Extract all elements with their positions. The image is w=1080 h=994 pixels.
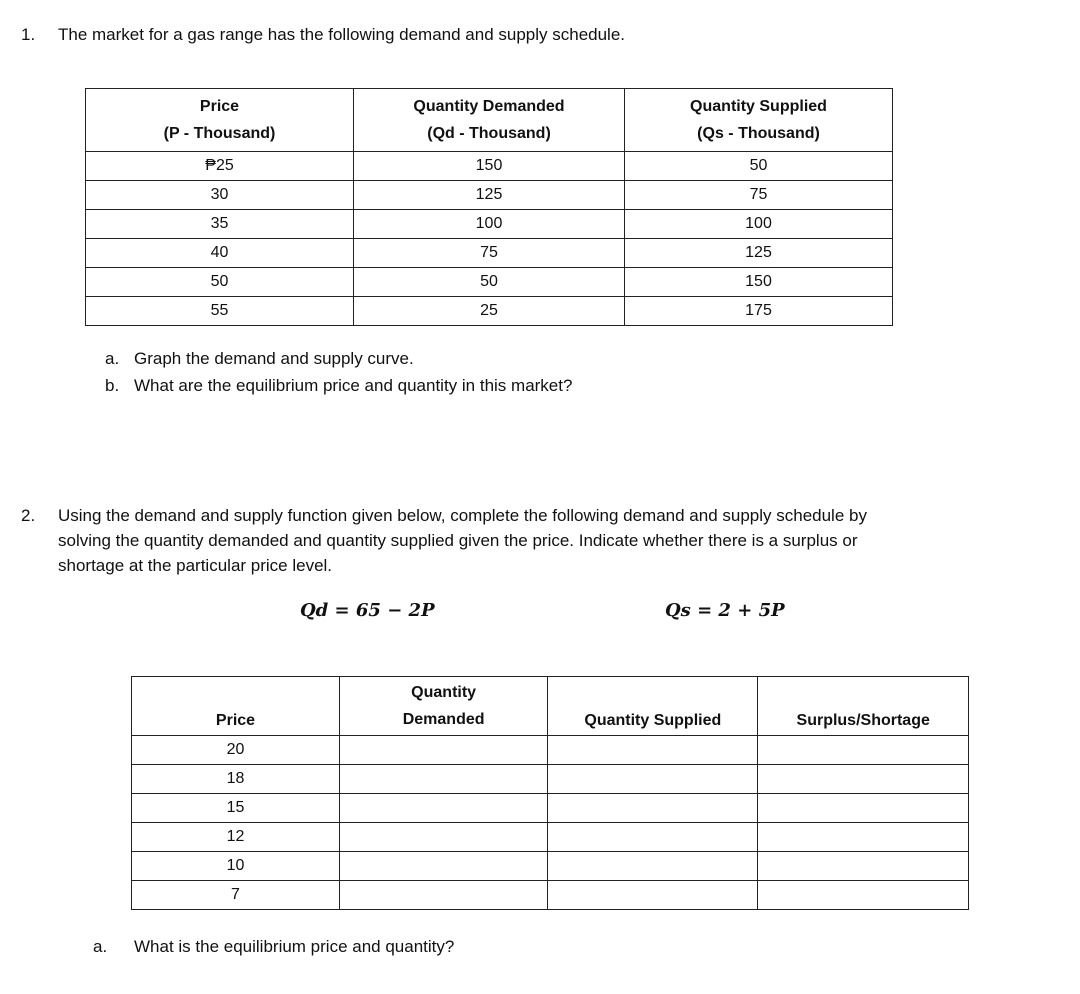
quantity-demanded-cell: 100 xyxy=(354,210,625,239)
price-cell: 30 xyxy=(86,181,354,210)
item-marker: a. xyxy=(105,349,120,368)
table-row xyxy=(132,881,969,910)
quantity-supplied-blank xyxy=(548,736,758,765)
quantity-supplied-blank xyxy=(548,881,758,910)
quantity-demanded-blank xyxy=(340,736,548,765)
header-quantity-demanded: Quantity Demanded xyxy=(340,677,548,736)
surplus-shortage-blank xyxy=(758,765,969,794)
demand-supply-schedule-table xyxy=(85,88,893,326)
item-marker: a. xyxy=(93,937,108,956)
quantity-demanded-blank xyxy=(340,794,548,823)
quantity-supplied-cell: 175 xyxy=(625,297,893,326)
header-price xyxy=(86,89,354,152)
quantity-supplied-blank xyxy=(548,852,758,881)
quantity-demanded-cell: 50 xyxy=(354,268,625,297)
header-qd-line2-text: (Qd - Thousand) xyxy=(427,125,551,142)
supply-function: Qs = 2 + 5P xyxy=(665,600,785,621)
table-row xyxy=(132,765,969,794)
quantity-supplied-blank xyxy=(548,794,758,823)
table-row xyxy=(86,152,893,181)
table-header-row xyxy=(86,89,893,152)
table-row xyxy=(132,852,969,881)
question-2-line-3: shortage at the particular price level. xyxy=(58,556,333,575)
quantity-supplied-cell: 100 xyxy=(625,210,893,239)
table-row xyxy=(86,297,893,326)
quantity-demanded-cell: 150 xyxy=(354,152,625,181)
table-row xyxy=(132,823,969,852)
price-cell: 15 xyxy=(132,794,340,823)
surplus-shortage-blank xyxy=(758,794,969,823)
quantity-supplied-blank xyxy=(548,765,758,794)
table-header-row xyxy=(132,677,969,736)
quantity-demanded-cell: 25 xyxy=(354,297,625,326)
price-cell: 7 xyxy=(132,881,340,910)
surplus-shortage-blank xyxy=(758,823,969,852)
surplus-shortage-blank xyxy=(758,736,969,765)
quantity-demanded-cell: 125 xyxy=(354,181,625,210)
header-qd-line1: Quantity Demanded xyxy=(413,98,565,115)
quantity-supplied-blank xyxy=(548,823,758,852)
table-row xyxy=(132,794,969,823)
header-price: Price xyxy=(132,677,340,736)
demand-function: Qd = 65 − 2P xyxy=(300,600,435,621)
item-marker: b. xyxy=(105,376,120,395)
item-text: Graph the demand and supply curve. xyxy=(134,349,414,368)
question-2-line-1: Using the demand and supply function given below, complete the following demand and supply schedule by xyxy=(58,506,867,525)
header-surplus-shortage: Surplus/Shortage xyxy=(758,677,969,736)
quantity-supplied-cell: 125 xyxy=(625,239,893,268)
header-quantity-supplied: Quantity Supplied xyxy=(548,677,758,736)
surplus-shortage-blank xyxy=(758,881,969,910)
price-cell: 50 xyxy=(86,268,354,297)
question-1-number: 1. xyxy=(21,25,36,44)
quantity-supplied-cell: 50 xyxy=(625,152,893,181)
header-price-line1: Price xyxy=(199,98,240,115)
header-qs-line1: Quantity Supplied xyxy=(690,98,827,115)
table-row xyxy=(86,181,893,210)
price-cell: 35 xyxy=(86,210,354,239)
quantity-demanded-blank xyxy=(340,823,548,852)
price-cell: 55 xyxy=(86,297,354,326)
question-2-number: 2. xyxy=(21,506,36,525)
price-cell: 40 xyxy=(86,239,354,268)
table-row xyxy=(86,239,893,268)
quantity-supplied-cell: 75 xyxy=(625,181,893,210)
price-cell: 10 xyxy=(132,852,340,881)
quantity-demanded-blank xyxy=(340,765,548,794)
table-row xyxy=(86,268,893,297)
table-row xyxy=(86,210,893,239)
header-price-line2: (P - Thousand) xyxy=(163,125,276,142)
quantity-supplied-cell: 150 xyxy=(625,268,893,297)
price-cell: 18 xyxy=(132,765,340,794)
header-qs-line2: (Qs - Thousand) xyxy=(697,125,820,142)
question-1-text: The market for a gas range has the following demand and supply schedule. xyxy=(58,25,626,44)
surplus-shortage-blank xyxy=(758,852,969,881)
item-text: What are the equilibrium price and quantity in this market? xyxy=(134,376,573,395)
schedule-to-complete-table xyxy=(131,676,969,910)
question-2-line-2: solving the quantity demanded and quantity supplied given the price. Indicate whether there is a surplus or xyxy=(58,531,858,550)
price-cell: 12 xyxy=(132,823,340,852)
header-quantity-supplied xyxy=(625,89,893,152)
header-qd-line2 xyxy=(354,120,624,147)
quantity-demanded-blank xyxy=(340,881,548,910)
table-row xyxy=(132,736,969,765)
quantity-demanded-cell: 75 xyxy=(354,239,625,268)
header-quantity-demanded xyxy=(354,89,625,152)
quantity-demanded-blank xyxy=(340,852,548,881)
price-cell: 20 xyxy=(132,736,340,765)
item-text: What is the equilibrium price and quantity? xyxy=(134,937,455,956)
price-cell: ₱25 xyxy=(86,152,354,181)
